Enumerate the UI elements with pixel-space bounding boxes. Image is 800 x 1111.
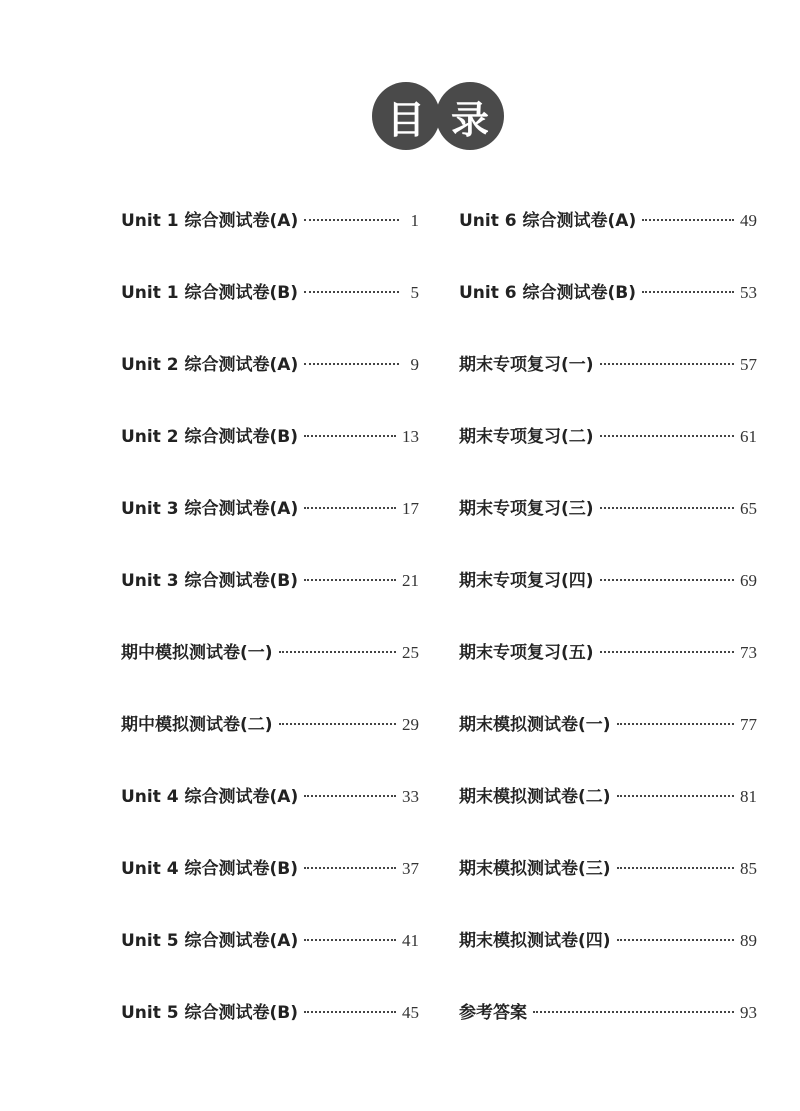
toc-entry-label: 期末模拟测试卷(一) (459, 715, 611, 735)
toc-entry-label: 期中模拟测试卷(二) (121, 715, 273, 735)
toc-entry[interactable] (121, 854, 419, 882)
toc-entry-page: 57 (740, 355, 757, 374)
title-char-1: 目 (372, 82, 440, 150)
leader-dots (304, 795, 396, 797)
toc-entry[interactable] (121, 926, 419, 954)
toc-entry-page: 69 (740, 571, 757, 590)
toc-entry-label: Unit 2 综合测试卷(A) (121, 355, 299, 375)
toc-entry[interactable] (121, 998, 419, 1026)
toc-entry[interactable] (459, 710, 757, 738)
toc-entry-page: 29 (402, 715, 419, 734)
toc-entry[interactable] (459, 350, 757, 378)
toc-entry[interactable] (121, 710, 419, 738)
leader-dots (304, 291, 399, 293)
leader-dots (304, 939, 396, 941)
toc-entry[interactable] (459, 854, 757, 882)
toc-entry-page: 17 (402, 499, 419, 518)
toc-entry-page: 33 (402, 787, 419, 806)
toc-entry[interactable] (121, 278, 419, 306)
toc-entry-label: 期末模拟测试卷(二) (459, 787, 611, 807)
toc-entry-label: 期末专项复习(一) (459, 355, 594, 375)
toc-entry[interactable] (121, 782, 419, 810)
toc-entry-page: 93 (740, 1003, 757, 1022)
leader-dots (617, 867, 734, 869)
leader-dots (304, 1011, 396, 1013)
toc-entry[interactable] (121, 638, 419, 666)
toc-entry-page: 85 (740, 859, 757, 878)
toc-entry[interactable] (459, 206, 757, 234)
toc-entry[interactable] (459, 278, 757, 306)
toc-entry-page: 21 (402, 571, 419, 590)
toc-entry-label: Unit 4 综合测试卷(B) (121, 859, 299, 879)
toc-entry-label: Unit 1 综合测试卷(A) (121, 211, 299, 231)
toc-entry-label: Unit 6 综合测试卷(B) (459, 283, 637, 303)
toc-entry[interactable] (121, 350, 419, 378)
toc-entry-page: 53 (740, 283, 757, 302)
toc-entry[interactable] (459, 638, 757, 666)
toc-entry[interactable] (459, 782, 757, 810)
toc-entry-page: 45 (402, 1003, 419, 1022)
toc-entry[interactable] (459, 494, 757, 522)
toc-entry-page: 61 (740, 427, 757, 446)
toc-entry[interactable] (459, 566, 757, 594)
toc-entry[interactable] (459, 422, 757, 450)
leader-dots (304, 219, 399, 221)
leader-dots (642, 291, 734, 293)
leader-dots (533, 1011, 734, 1013)
toc-entry[interactable] (121, 422, 419, 450)
leader-dots (642, 219, 734, 221)
leader-dots (600, 363, 734, 365)
leader-dots (304, 867, 396, 869)
toc-entry-page: 89 (740, 931, 757, 950)
leader-dots (617, 939, 734, 941)
toc-entry-label: Unit 3 综合测试卷(A) (121, 499, 299, 519)
toc-entry[interactable] (459, 998, 757, 1026)
leader-dots (600, 579, 734, 581)
title-char-2: 录 (436, 82, 504, 150)
toc-entry-page: 65 (740, 499, 757, 518)
toc-entry-label: 期末模拟测试卷(四) (459, 931, 611, 951)
toc-entry[interactable] (121, 494, 419, 522)
toc-entry-label: 期末专项复习(四) (459, 571, 594, 591)
toc-entry-page: 5 (410, 283, 419, 302)
toc-entry-page: 9 (410, 355, 419, 374)
leader-dots (279, 651, 396, 653)
toc-entry-page: 49 (740, 211, 757, 230)
toc-entry-label: Unit 5 综合测试卷(B) (121, 1003, 299, 1023)
leader-dots (617, 795, 734, 797)
leader-dots (600, 507, 734, 509)
leader-dots (600, 435, 734, 437)
toc-entry-label: 期中模拟测试卷(一) (121, 643, 273, 663)
toc-entry-page: 77 (740, 715, 757, 734)
toc-entry-label: Unit 5 综合测试卷(A) (121, 931, 299, 951)
toc-entry-label: 期末专项复习(五) (459, 643, 594, 663)
page-title (372, 82, 504, 150)
toc-entry-page: 13 (402, 427, 419, 446)
toc-entry[interactable] (459, 926, 757, 954)
toc-entry-label: Unit 6 综合测试卷(A) (459, 211, 637, 231)
toc-entry-label: Unit 2 综合测试卷(B) (121, 427, 299, 447)
toc-entry-page: 37 (402, 859, 419, 878)
leader-dots (279, 723, 396, 725)
leader-dots (304, 435, 396, 437)
leader-dots (304, 579, 396, 581)
leader-dots (304, 363, 399, 365)
toc-entry-page: 81 (740, 787, 757, 806)
toc-entry-label: 期末专项复习(二) (459, 427, 594, 447)
toc-entry-label: Unit 4 综合测试卷(A) (121, 787, 299, 807)
toc-entry[interactable] (121, 566, 419, 594)
leader-dots (617, 723, 734, 725)
toc-entry-label: 参考答案 (459, 1003, 527, 1023)
toc-entry-page: 25 (402, 643, 419, 662)
toc-entry-label: 期末模拟测试卷(三) (459, 859, 611, 879)
toc-entry[interactable] (121, 206, 419, 234)
toc-entry-label: Unit 3 综合测试卷(B) (121, 571, 299, 591)
toc-entry-page: 1 (410, 211, 419, 230)
leader-dots (304, 507, 396, 509)
toc-entry-page: 73 (740, 643, 757, 662)
toc-entry-label: 期末专项复习(三) (459, 499, 594, 519)
toc-entry-page: 41 (402, 931, 419, 950)
leader-dots (600, 651, 734, 653)
toc-entry-label: Unit 1 综合测试卷(B) (121, 283, 299, 303)
